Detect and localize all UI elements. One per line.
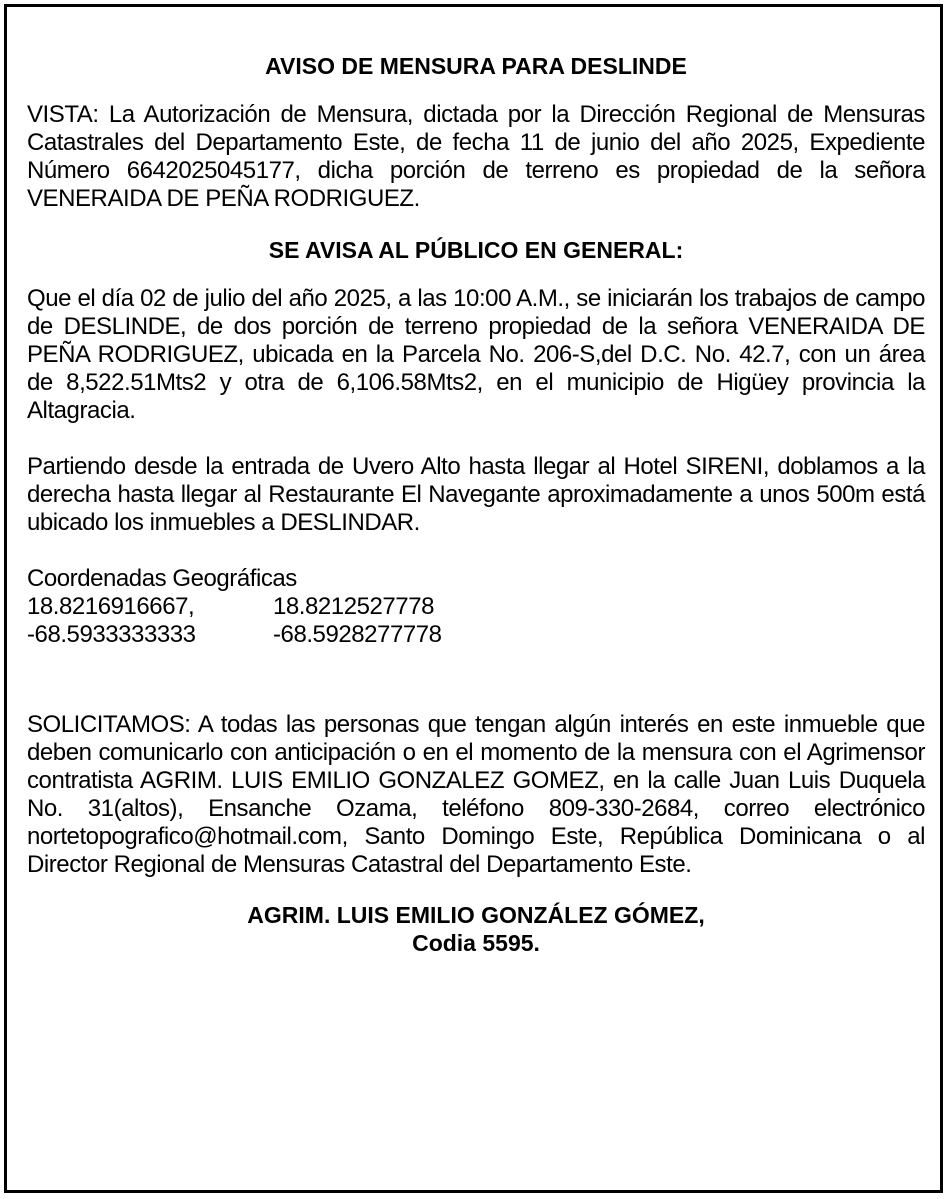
coordinate-value: 18.8212527778: [273, 593, 434, 620]
coordinates-row: [27, 593, 925, 621]
coordinates-row: [27, 621, 925, 649]
coordinates-block: [27, 565, 925, 649]
vista-paragraph: VISTA: La Autorización de Mensura, dictada por la Dirección Regional de Mensuras Catastrales del Departamento Este, de fecha 11 de junio del año 2025, Expediente Número 6642025045177, dicha porción de terreno es propiedad de la señora VENERAIDA DE PEÑA RODRIGUEZ.: [27, 101, 925, 212]
public-notice-heading: SE AVISA AL PÚBLICO EN GENERAL:: [268, 237, 684, 263]
request-paragraph: SOLICITAMOS: A todas las personas que tengan algún interés en este inmueble que deben comunicarlo con anticipación o en el momento de la mensura con el Agrimensor contratista AGRIM. LUIS EMILIO GONZALEZ GOMEZ, en la calle Juan Luis Duquela No. 31(altos), Ensanche Ozama, teléfono 809-330-2684, correo electrónico nortetopografico@hotmail.com, Santo Domingo Este, República Dominicana o al Director Regional de Mensuras Catastral del Departamento Este.: [27, 711, 925, 878]
coordinate-value: -68.5933333333: [27, 621, 196, 648]
coordinate-value: 18.8216916667,: [27, 593, 195, 620]
notice-content: [27, 51, 925, 957]
works-paragraph: Que el día 02 de julio del año 2025, a las 10:00 A.M., se iniciarán los trabajos de campo de DESLINDE, de dos porción de terreno propiedad de la señora VENERAIDA DE PEÑA RODRIGUEZ, ubicada en la Parcela No. 206-S,del D.C. No. 42.7, con un área de 8,522.51Mts2 y otra de 6,106.58Mts2, en el municipio de Higüey provincia la Altagracia.: [27, 285, 925, 424]
coordinates-label: Coordenadas Geográficas: [27, 565, 297, 592]
notice-frame: [4, 4, 943, 1193]
coordinate-value: -68.5928277778: [273, 621, 442, 648]
signature-block: [27, 901, 925, 957]
signature-name: AGRIM. LUIS EMILIO GONZÁLEZ GÓMEZ,: [247, 902, 705, 928]
notice-title: AVISO DE MENSURA PARA DESLINDE: [265, 53, 687, 79]
directions-paragraph: Partiendo desde la entrada de Uvero Alto hasta llegar al Hotel SIRENI, doblamos a la derecha hasta llegar al Restaurante El Navegante aproximadamente a unos 500m está ubicado los inmuebles a DESLINDAR.: [27, 453, 925, 536]
signature-codia: Codia 5595.: [412, 930, 540, 956]
